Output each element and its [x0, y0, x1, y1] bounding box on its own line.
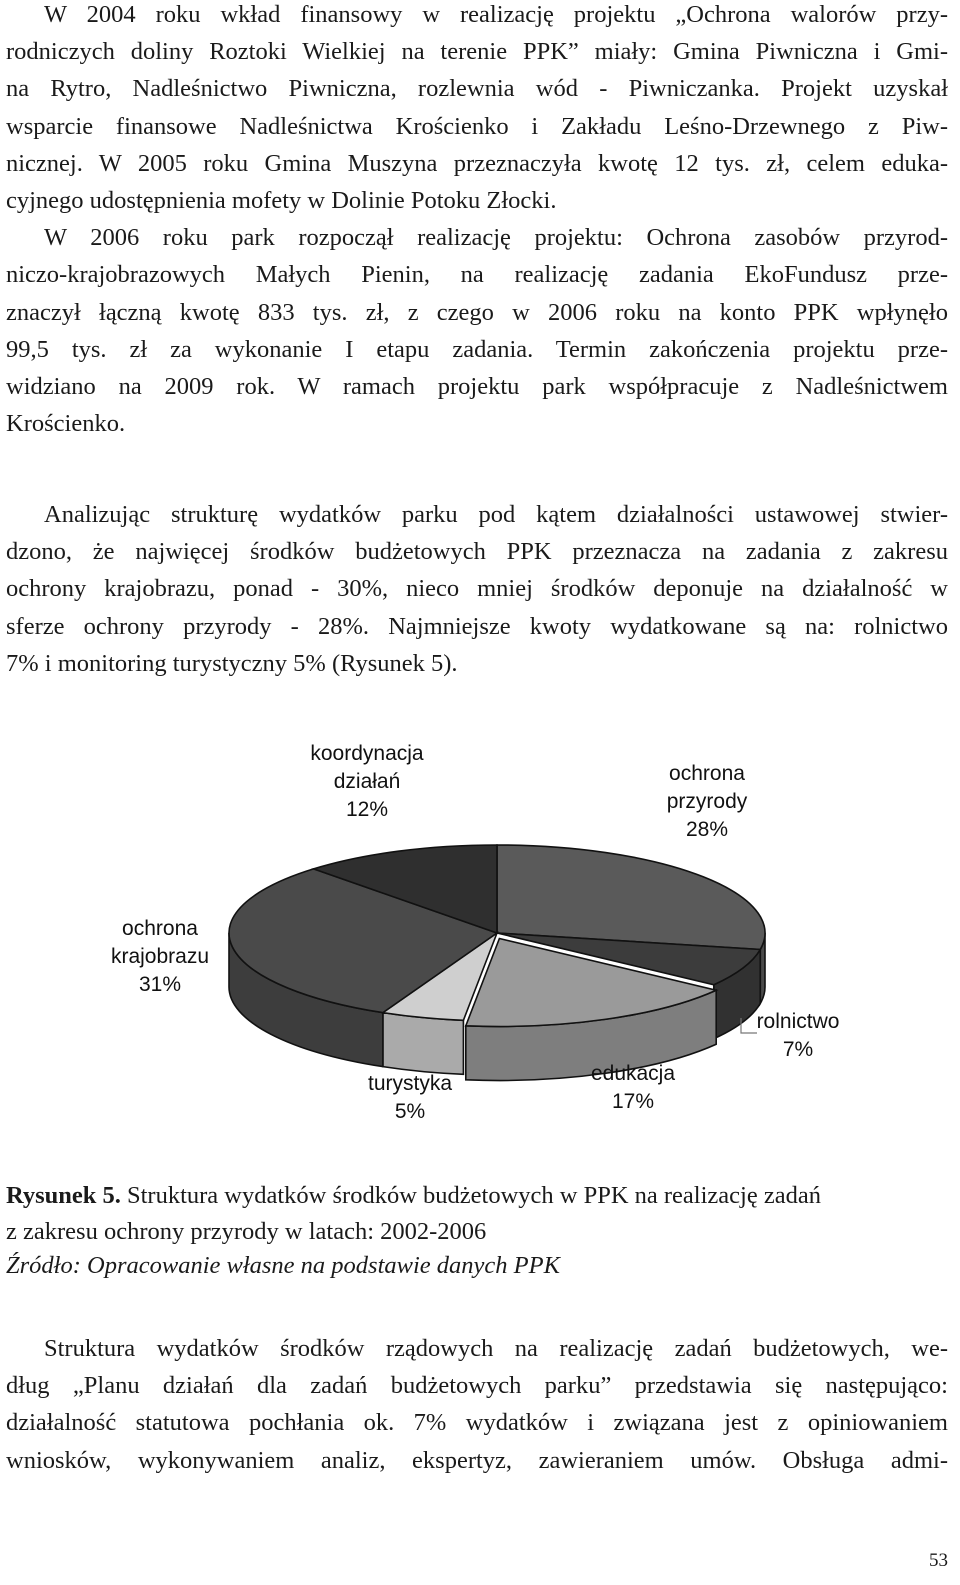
- text-line: W 2006 roku park rozpoczął realizację projektu: Ochrona zasobów przyrod-: [44, 224, 948, 252]
- text-line: Krościenko.: [6, 410, 126, 438]
- text-line: sferze ochrony przyrody - 28%. Najmniejsze kwoty wydatkowane są na: rolnictwo: [6, 612, 948, 640]
- pie-label-5: [310, 742, 424, 821]
- caption-text: Struktura wydatków środków budżetowych w PPK na realizację zadań: [120, 1182, 821, 1209]
- pie-chart: [60, 735, 920, 1165]
- pie-label-value: 17%: [611, 1090, 655, 1113]
- pie-label-name: rolnictwo: [756, 1010, 840, 1033]
- text-line: wniosków, wykonywaniem analiz, ekspertyz, zawieraniem umów. Obsługa admi-: [6, 1446, 948, 1474]
- pie-label-name: działań: [333, 770, 401, 793]
- pie-label-0: [667, 762, 748, 841]
- pie-label-value: 28%: [685, 818, 729, 841]
- text-line: cyjnego udostępnienia mofety w Dolinie Potoku Złocki.: [6, 187, 557, 215]
- paragraph-expense-analysis: [6, 496, 948, 682]
- pie-label-name: koordynacja: [310, 742, 424, 765]
- text-line: Analizując strukturę wydatków parku pod kątem działalności ustawowej stwier-: [44, 501, 948, 528]
- text-line: W 2004 roku wkład finansowy w realizację projektu „Ochrona walorów przy-: [44, 1, 948, 28]
- pie-label-name: ochrona: [122, 917, 198, 940]
- text-line: dług „Planu działań dla zadań budżetowych parku” przedstawia się następująco:: [6, 1372, 948, 1400]
- pie-label-2: [591, 1062, 675, 1113]
- text-line: wsparcie finansowe Nadleśnictwa Krościenko i Zakładu Leśno-Drzewnego z Piw-: [6, 112, 948, 140]
- text-line: działalność statutowa pochłania ok. 7% wydatków i związana jest z opiniowaniem: [6, 1409, 948, 1437]
- pie-label-4: [111, 917, 209, 996]
- text-line: znaczył łączną kwotę 833 tys. zł, z czego w 2006 roku na konto PPK wpłynęło: [6, 298, 948, 326]
- pie-label-1: [757, 1010, 840, 1061]
- pie-slice-side-3: [383, 1013, 464, 1075]
- pie-label-name: turystyka: [367, 1072, 453, 1095]
- text-line: rodniczych doliny Roztoki Wielkiej na terenie PPK” miały: Gmina Piwniczna i Gmi-: [6, 38, 948, 66]
- pie-label-value: 12%: [345, 798, 389, 821]
- text-line: 99,5 tys. zł za wykonanie I etapu zadania. Termin zakończenia projektu prze-: [6, 335, 948, 363]
- pie-label-value: 31%: [138, 973, 182, 996]
- text-line: ochrony krajobrazu, ponad - 30%, nieco mniej środków deponuje na działalność w: [6, 575, 948, 603]
- pie-label-value: 7%: [782, 1038, 814, 1061]
- text-line: widziano na 2009 rok. W ramach projektu park współpracuje z Nadleśnictwem: [6, 373, 948, 401]
- caption-label: Rysunek 5.: [6, 1182, 121, 1209]
- text-line: nicznej. W 2005 roku Gmina Muszyna przeznaczyła kwotę 12 tys. zł, celem eduka-: [6, 149, 948, 177]
- text-line: dzono, że najwięcej środków budżetowych PPK przeznacza na zadania z zakresu: [6, 538, 948, 566]
- caption-text-line2: z zakresu ochrony przyrody w latach: 2002-2006: [6, 1218, 487, 1245]
- text-line: 7% i monitoring turystyczny 5% (Rysunek 5).: [6, 649, 458, 677]
- pie-label-name: przyrody: [666, 790, 748, 813]
- pie-slice-0: [497, 845, 765, 949]
- figure-caption: [6, 1178, 956, 1250]
- pie-chart-figure: [60, 735, 920, 1165]
- pie-label-name: edukacja: [590, 1062, 676, 1085]
- pie-label-name: krajobrazu: [110, 945, 210, 968]
- pie-label-name: ochrona: [669, 762, 745, 785]
- paragraph-funding-projects: [6, 0, 948, 442]
- figure-source: Źródło: Opracowanie własne na podstawie danych PPK: [6, 1252, 560, 1279]
- text-line: na Rytro, Nadleśnictwo Piwniczna, rozlewnia wód - Piwniczanka. Projekt uzyskał: [6, 75, 948, 103]
- pie-label-3: [368, 1072, 452, 1123]
- paragraph-government-funds: [6, 1330, 948, 1479]
- text-line: niczo-krajobrazowych Małych Pienin, na realizację zadania EkoFundusz prze-: [6, 261, 948, 289]
- pie-label-value: 5%: [394, 1100, 426, 1123]
- text-line: Struktura wydatków środków rządowych na realizację zadań budżetowych, we-: [44, 1335, 948, 1362]
- page-number: 53: [929, 1550, 948, 1571]
